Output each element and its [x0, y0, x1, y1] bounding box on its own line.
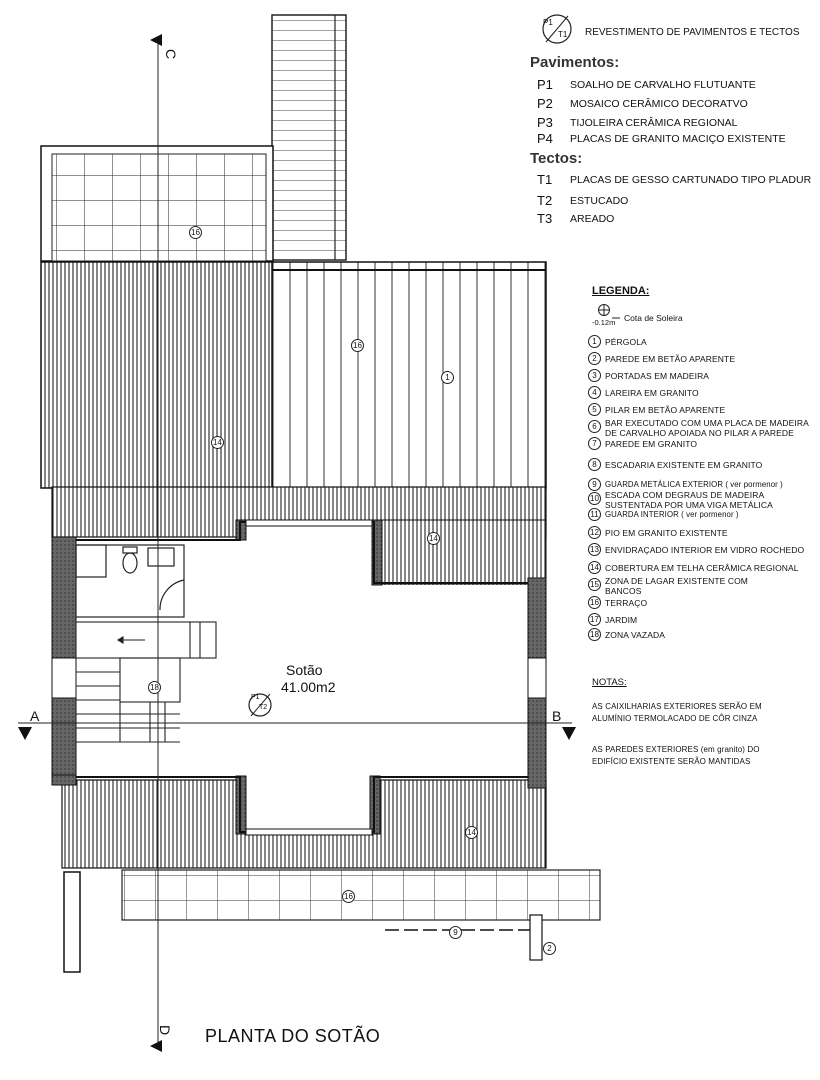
legend-marker: 9 [588, 478, 601, 491]
pav-code: P4 [537, 131, 553, 146]
pav-code: P3 [537, 115, 553, 130]
tec-label: ESTUCADO [570, 195, 629, 207]
tag-guard: 9 [449, 926, 462, 939]
legend-text: SUSTENTADA POR UMA VIGA METÁLICA [605, 500, 773, 510]
plan-title: PLANTA DO SOTÃO [205, 1026, 381, 1046]
notas-heading: NOTAS: [592, 677, 627, 688]
left-roof [41, 262, 273, 488]
lower-terrace [122, 870, 600, 920]
legend-text: PILAR EM BETÃO APARENTE [605, 405, 726, 415]
legend-marker: 14 [588, 561, 601, 574]
legend-text: ZONA DE LAGAR EXISTENTE COM [605, 576, 748, 586]
legend-text: DE CARVALHO APOIADA NO PILAR A PAREDE [605, 428, 794, 438]
tag-pergola: 1 [441, 371, 454, 384]
legend-marker: 4 [588, 386, 601, 399]
tec-code: T3 [537, 211, 553, 226]
tag-roof-left: 14 [211, 436, 224, 449]
pav-code: P1 [537, 77, 553, 92]
tec-label: AREADO [570, 213, 615, 225]
legend-text: ENVIDRAÇADO INTERIOR EM VIDRO ROCHEDO [605, 545, 805, 555]
pav-label: SOALHO DE CARVALHO FLUTUANTE [570, 79, 756, 91]
note-1-line-2: ALUMÍNIO TERMOLACADO DE CÔR CINZA [592, 714, 758, 723]
legend-marker: 2 [588, 352, 601, 365]
tag-wall: 2 [543, 942, 556, 955]
header-symbol-top: P1 [543, 18, 553, 27]
legend-marker: 13 [588, 543, 601, 556]
room-name: Sotão [286, 662, 323, 678]
header-symbol-bottom: T1 [558, 30, 568, 39]
legend-text: ESCADA COM DEGRAUS DE MADEIRA [605, 490, 765, 500]
legend-text: JARDIM [605, 615, 638, 625]
legend-marker: 5 [588, 403, 601, 416]
legend-marker: 10 [588, 492, 601, 505]
legend-text: PIO EM GRANITO EXISTENTE [605, 528, 728, 538]
legend-marker: 7 [588, 437, 601, 450]
pav-label: TIJOLEIRA CERÂMICA REGIONAL [570, 117, 738, 129]
legend-text: PAREDE EM GRANITO [605, 439, 698, 449]
tag-terrace-bottom: 16 [342, 890, 355, 903]
tag-terrace-mid: 16 [351, 339, 364, 352]
tec-label: PLACAS DE GESSO CARTUNADO TIPO PLADUR [570, 174, 812, 186]
tag-void: 18 [148, 681, 161, 694]
tec-code: T2 [537, 193, 553, 208]
legend-text: GUARDA INTERIOR ( ver pormenor ) [605, 510, 739, 519]
legend-marker: 16 [588, 596, 601, 609]
room-symbol-bottom: T2 [259, 704, 268, 711]
section-d-label: D [157, 1024, 174, 1036]
legend-text: PAREDE EM BETÃO APARENTE [605, 354, 736, 364]
cota-label: Cota de Soleira [624, 313, 683, 323]
pav-label: PLACAS DE GRANITO MACIÇO EXISTENTE [570, 133, 786, 145]
tec-code: T1 [537, 172, 553, 187]
note-2-line-2: EDIFÍCIO EXISTENTE SERÃO MANTIDAS [592, 757, 751, 766]
note-1-line-1: AS CAIXILHARIAS EXTERIORES SERÃO EM [592, 702, 762, 711]
pav-label: MOSAICO CERÂMICO DECORATVO [570, 98, 748, 110]
legend-marker: 11 [588, 508, 601, 521]
legend-text: ZONA VAZADA [605, 630, 665, 640]
legend-marker: 17 [588, 613, 601, 626]
cota-value: -0.12m [592, 318, 616, 327]
legend-marker: 3 [588, 369, 601, 382]
legend-text: TERRAÇO [605, 598, 648, 608]
legend-text: BANCOS [605, 586, 642, 596]
legend-marker: 12 [588, 526, 601, 539]
legend-text: LAREIRA EM GRANITO [605, 388, 699, 398]
section-a-label: A [30, 708, 40, 724]
section-c-label: C [163, 48, 180, 60]
legend-text: PÉRGOLA [605, 337, 647, 347]
tag-roof-right: 14 [427, 532, 440, 545]
tectos-heading: Tectos: [530, 150, 583, 167]
header-title: REVESTIMENTO DE PAVIMENTOS E TECTOS [585, 27, 800, 38]
note-2-line-1: AS PAREDES EXTERIORES (em granito) DO [592, 745, 760, 754]
legenda-heading: LEGENDA: [592, 285, 650, 297]
legend-marker: 15 [588, 578, 601, 591]
room-area: 41.00m2 [281, 679, 336, 695]
legend-text: PORTADAS EM MADEIRA [605, 371, 710, 381]
legend-marker: 6 [588, 420, 601, 433]
legend-text: COBERTURA EM TELHA CERÂMICA REGIONAL [605, 563, 799, 573]
legend-marker: 8 [588, 458, 601, 471]
legend-text: ESCADARIA EXISTENTE EM GRANITO [605, 460, 763, 470]
room-symbol-top: P1 [251, 694, 260, 701]
legend-text: BAR EXECUTADO COM UMA PLACA DE MADEIRA [605, 418, 809, 428]
legend-text: GUARDA METÁLICA EXTERIOR ( ver pormenor ) [605, 480, 783, 489]
legend-marker: 1 [588, 335, 601, 348]
tag-roof-bottom: 14 [465, 826, 478, 839]
legend-marker: 18 [588, 628, 601, 641]
tag-terrace-top: 16 [189, 226, 202, 239]
pavimentos-heading: Pavimentos: [530, 54, 620, 71]
pav-code: P2 [537, 96, 553, 111]
section-b-label: B [552, 708, 562, 724]
pergola [272, 262, 546, 488]
